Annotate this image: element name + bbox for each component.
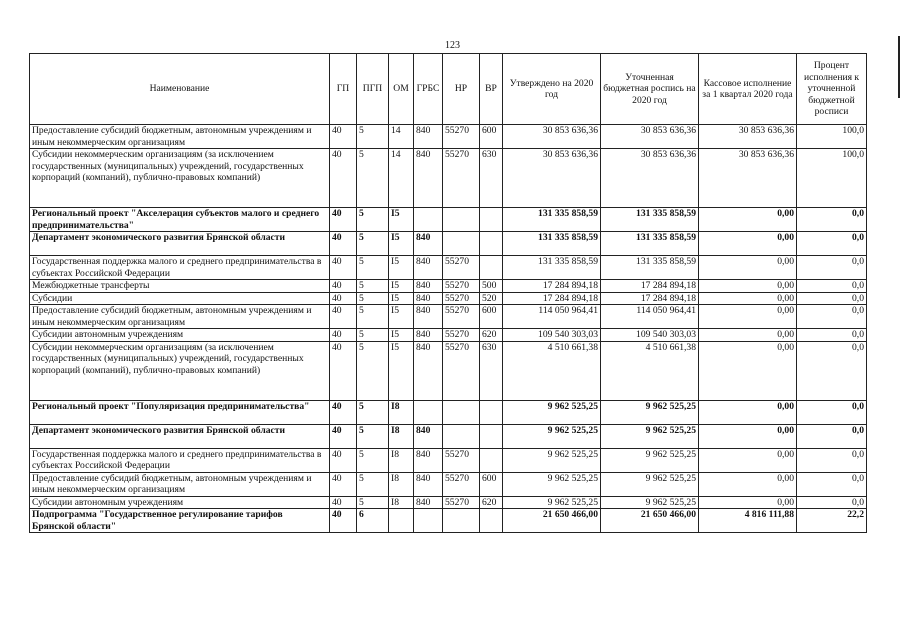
cell-approved: 114 050 964,41 — [503, 305, 601, 329]
page-number: 123 — [445, 40, 460, 51]
cell-om: I8 — [389, 400, 414, 424]
cell-gp: 40 — [330, 280, 357, 293]
cell-name: Предоставление субсидий бюджетным, автономным учреждениям и иным некоммерческим организациям — [30, 305, 330, 329]
cell-percent: 0,0 — [797, 424, 867, 448]
cell-approved: 21 650 466,00 — [503, 509, 601, 533]
cell-name: Субсидии — [30, 292, 330, 305]
cell-refined: 114 050 964,41 — [601, 305, 699, 329]
cell-om: I8 — [389, 496, 414, 509]
cell-grbs — [414, 208, 443, 232]
cell-name: Региональный проект "Акселерация субъектов малого и среднего предпринимательства" — [30, 208, 330, 232]
cell-approved: 17 284 894,18 — [503, 292, 601, 305]
cell-np: 55270 — [443, 448, 480, 472]
cell-refined: 131 335 858,59 — [601, 232, 699, 256]
cell-np: 55270 — [443, 280, 480, 293]
cell-vr: 620 — [480, 329, 503, 342]
cell-approved: 9 962 525,25 — [503, 496, 601, 509]
cell-grbs — [414, 509, 443, 533]
cell-np: 55270 — [443, 149, 480, 208]
cell-cash: 0,00 — [699, 280, 797, 293]
cell-gp: 40 — [330, 305, 357, 329]
cell-np: 55270 — [443, 292, 480, 305]
cell-name: Субсидии автономным учреждениям — [30, 329, 330, 342]
cell-percent: 0,0 — [797, 329, 867, 342]
cell-grbs: 840 — [414, 305, 443, 329]
cell-gp: 40 — [330, 208, 357, 232]
cell-refined: 30 853 636,36 — [601, 149, 699, 208]
cell-refined: 17 284 894,18 — [601, 280, 699, 293]
cell-vr — [480, 400, 503, 424]
cell-refined: 9 962 525,25 — [601, 496, 699, 509]
cell-grbs: 840 — [414, 256, 443, 280]
cell-refined: 9 962 525,25 — [601, 400, 699, 424]
cell-refined: 30 853 636,36 — [601, 125, 699, 149]
cell-refined: 9 962 525,25 — [601, 472, 699, 496]
cell-pgp: 5 — [357, 125, 389, 149]
cell-name: Государственная поддержка малого и среднего предпринимательства в субъектах Российской Федерации — [30, 448, 330, 472]
cell-cash: 0,00 — [699, 448, 797, 472]
cell-cash: 0,00 — [699, 400, 797, 424]
cell-refined: 21 650 466,00 — [601, 509, 699, 533]
cell-gp: 40 — [330, 256, 357, 280]
cell-pgp: 5 — [357, 208, 389, 232]
header-om: ОМ — [389, 54, 414, 125]
header-np: НР — [443, 54, 480, 125]
table-row — [30, 149, 867, 208]
cell-om: I5 — [389, 305, 414, 329]
cell-gp: 40 — [330, 149, 357, 208]
cell-pgp: 5 — [357, 305, 389, 329]
cell-gp: 40 — [330, 292, 357, 305]
table-row — [30, 509, 867, 533]
cell-refined: 9 962 525,25 — [601, 448, 699, 472]
cell-vr — [480, 509, 503, 533]
table-row — [30, 305, 867, 329]
cell-name: Департамент экономического развития Брянской области — [30, 232, 330, 256]
cell-pgp: 5 — [357, 424, 389, 448]
cell-gp: 40 — [330, 232, 357, 256]
cell-om: I5 — [389, 208, 414, 232]
header-gp: ГП — [330, 54, 357, 125]
cell-percent: 100,0 — [797, 125, 867, 149]
cell-gp: 40 — [330, 125, 357, 149]
cell-np — [443, 424, 480, 448]
cell-pgp: 5 — [357, 149, 389, 208]
table-header-row — [30, 54, 867, 125]
cell-pgp: 6 — [357, 509, 389, 533]
table-row — [30, 472, 867, 496]
cell-grbs: 840 — [414, 472, 443, 496]
cell-np: 55270 — [443, 341, 480, 400]
cell-gp: 40 — [330, 509, 357, 533]
cell-np — [443, 208, 480, 232]
cell-om: 14 — [389, 125, 414, 149]
cell-grbs: 840 — [414, 292, 443, 305]
table-row — [30, 400, 867, 424]
cell-name: Межбюджетные трансферты — [30, 280, 330, 293]
cell-pgp: 5 — [357, 400, 389, 424]
cell-percent: 0,0 — [797, 280, 867, 293]
cell-cash: 30 853 636,36 — [699, 149, 797, 208]
cell-gp: 40 — [330, 472, 357, 496]
cell-name: Государственная поддержка малого и среднего предпринимательства в субъектах Российской Федерации — [30, 256, 330, 280]
table-row — [30, 424, 867, 448]
cell-gp: 40 — [330, 448, 357, 472]
cell-cash: 0,00 — [699, 292, 797, 305]
cell-grbs: 840 — [414, 496, 443, 509]
cell-om: I5 — [389, 329, 414, 342]
table-row — [30, 256, 867, 280]
cell-percent: 0,0 — [797, 305, 867, 329]
cell-cash: 0,00 — [699, 256, 797, 280]
cell-om: I8 — [389, 448, 414, 472]
cell-gp: 40 — [330, 496, 357, 509]
header-pgp: ПГП — [357, 54, 389, 125]
cell-vr: 600 — [480, 472, 503, 496]
cell-vr: 630 — [480, 149, 503, 208]
cell-np — [443, 509, 480, 533]
cell-om: I5 — [389, 341, 414, 400]
cell-cash: 4 816 111,88 — [699, 509, 797, 533]
header-approved: Утверждено на 2020 год — [503, 54, 601, 125]
cell-name: Региональный проект "Популяризация предпринимательства" — [30, 400, 330, 424]
cell-cash: 0,00 — [699, 341, 797, 400]
cell-np: 55270 — [443, 496, 480, 509]
cell-vr: 600 — [480, 305, 503, 329]
cell-approved: 9 962 525,25 — [503, 424, 601, 448]
cell-vr — [480, 424, 503, 448]
table-row — [30, 292, 867, 305]
table-body — [30, 125, 867, 533]
cell-refined: 4 510 661,38 — [601, 341, 699, 400]
cell-name: Предоставление субсидий бюджетным, автономным учреждениям и иным некоммерческим организациям — [30, 125, 330, 149]
cell-approved: 9 962 525,25 — [503, 472, 601, 496]
cell-percent: 0,0 — [797, 232, 867, 256]
cell-name: Субсидии некоммерческим организациям (за исключением государственных (муниципальных) учреждений, государственных корпораций (компаний), публично-правовых компаний) — [30, 341, 330, 400]
cell-refined: 131 335 858,59 — [601, 208, 699, 232]
cell-om: I8 — [389, 472, 414, 496]
cell-np — [443, 400, 480, 424]
cell-percent: 22,2 — [797, 509, 867, 533]
cell-percent: 0,0 — [797, 472, 867, 496]
header-vr: ВР — [480, 54, 503, 125]
table-row — [30, 448, 867, 472]
cell-approved: 30 853 636,36 — [503, 149, 601, 208]
cell-pgp: 5 — [357, 341, 389, 400]
cell-percent: 0,0 — [797, 341, 867, 400]
cell-grbs: 840 — [414, 424, 443, 448]
cell-percent: 0,0 — [797, 292, 867, 305]
cell-cash: 30 853 636,36 — [699, 125, 797, 149]
header-cash: Кассовое исполнение за 1 квартал 2020 года — [699, 54, 797, 125]
cell-approved: 9 962 525,25 — [503, 400, 601, 424]
table-row — [30, 280, 867, 293]
cell-percent: 0,0 — [797, 400, 867, 424]
table-row — [30, 125, 867, 149]
cell-pgp: 5 — [357, 448, 389, 472]
cell-om: I5 — [389, 232, 414, 256]
cell-approved: 131 335 858,59 — [503, 232, 601, 256]
cell-om: I5 — [389, 256, 414, 280]
table-row — [30, 208, 867, 232]
cell-cash: 0,00 — [699, 496, 797, 509]
cell-grbs: 840 — [414, 448, 443, 472]
cell-gp: 40 — [330, 341, 357, 400]
cell-gp: 40 — [330, 329, 357, 342]
cell-vr — [480, 232, 503, 256]
budget-table — [29, 53, 867, 533]
cell-vr: 620 — [480, 496, 503, 509]
cell-approved: 131 335 858,59 — [503, 208, 601, 232]
cell-vr: 630 — [480, 341, 503, 400]
cell-approved: 9 962 525,25 — [503, 448, 601, 472]
cell-refined: 9 962 525,25 — [601, 424, 699, 448]
cell-cash: 0,00 — [699, 232, 797, 256]
cell-approved: 17 284 894,18 — [503, 280, 601, 293]
header-name: Наименование — [30, 54, 330, 125]
cell-name: Подпрограмма "Государственное регулирование тарифов Брянской области" — [30, 509, 330, 533]
table-row — [30, 496, 867, 509]
cell-grbs: 840 — [414, 341, 443, 400]
cell-cash: 0,00 — [699, 208, 797, 232]
cell-vr — [480, 256, 503, 280]
cell-name: Субсидии автономным учреждениям — [30, 496, 330, 509]
margin-mark — [898, 36, 900, 98]
cell-vr — [480, 208, 503, 232]
cell-om: I5 — [389, 280, 414, 293]
cell-np: 55270 — [443, 256, 480, 280]
cell-approved: 131 335 858,59 — [503, 256, 601, 280]
cell-om: 14 — [389, 149, 414, 208]
cell-grbs: 840 — [414, 232, 443, 256]
cell-name: Предоставление субсидий бюджетным, автономным учреждениям и иным некоммерческим организациям — [30, 472, 330, 496]
cell-name: Субсидии некоммерческим организациям (за исключением государственных (муниципальных) учреждений, государственных корпораций (компаний), публично-правовых компаний) — [30, 149, 330, 208]
cell-vr: 520 — [480, 292, 503, 305]
cell-cash: 0,00 — [699, 424, 797, 448]
cell-pgp: 5 — [357, 472, 389, 496]
table-row — [30, 341, 867, 400]
cell-approved: 109 540 303,03 — [503, 329, 601, 342]
cell-pgp: 5 — [357, 329, 389, 342]
cell-pgp: 5 — [357, 232, 389, 256]
cell-pgp: 5 — [357, 256, 389, 280]
header-refined: Уточненная бюджетная роспись на 2020 год — [601, 54, 699, 125]
cell-gp: 40 — [330, 424, 357, 448]
cell-np: 55270 — [443, 329, 480, 342]
cell-refined: 109 540 303,03 — [601, 329, 699, 342]
cell-percent: 0,0 — [797, 448, 867, 472]
cell-name: Департамент экономического развития Брянской области — [30, 424, 330, 448]
cell-pgp: 5 — [357, 496, 389, 509]
cell-percent: 0,0 — [797, 208, 867, 232]
cell-om: I5 — [389, 292, 414, 305]
cell-approved: 4 510 661,38 — [503, 341, 601, 400]
table-row — [30, 232, 867, 256]
cell-np: 55270 — [443, 125, 480, 149]
cell-grbs: 840 — [414, 125, 443, 149]
cell-vr: 600 — [480, 125, 503, 149]
cell-cash: 0,00 — [699, 305, 797, 329]
cell-cash: 0,00 — [699, 329, 797, 342]
cell-grbs: 840 — [414, 149, 443, 208]
header-grbs: ГРБС — [414, 54, 443, 125]
cell-gp: 40 — [330, 400, 357, 424]
cell-om — [389, 509, 414, 533]
cell-vr: 500 — [480, 280, 503, 293]
cell-percent: 100,0 — [797, 149, 867, 208]
cell-percent: 0,0 — [797, 496, 867, 509]
cell-om: I8 — [389, 424, 414, 448]
cell-grbs — [414, 400, 443, 424]
cell-vr — [480, 448, 503, 472]
cell-percent: 0,0 — [797, 256, 867, 280]
cell-refined: 17 284 894,18 — [601, 292, 699, 305]
cell-grbs: 840 — [414, 280, 443, 293]
cell-np — [443, 232, 480, 256]
cell-pgp: 5 — [357, 292, 389, 305]
cell-refined: 131 335 858,59 — [601, 256, 699, 280]
cell-np: 55270 — [443, 472, 480, 496]
cell-approved: 30 853 636,36 — [503, 125, 601, 149]
cell-cash: 0,00 — [699, 472, 797, 496]
cell-np: 55270 — [443, 305, 480, 329]
cell-pgp: 5 — [357, 280, 389, 293]
cell-grbs: 840 — [414, 329, 443, 342]
header-percent: Процент исполнения к уточненной бюджетной росписи — [797, 54, 867, 125]
table-row — [30, 329, 867, 342]
